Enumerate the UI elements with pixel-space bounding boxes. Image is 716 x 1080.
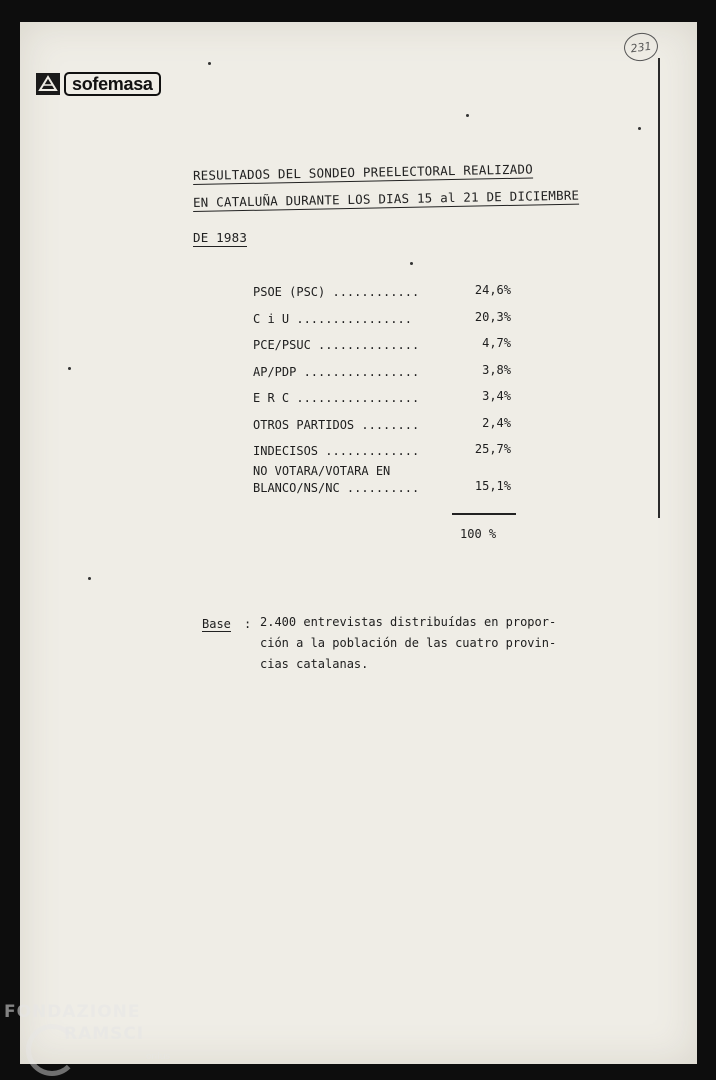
party-label: PSOE (PSC) ............: [253, 285, 420, 299]
result-row: [253, 285, 523, 312]
party-percentage: 20,3%: [474, 309, 511, 324]
party-percentage: 25,7%: [474, 442, 511, 456]
title-line-3: DE 1983: [193, 230, 248, 245]
party-label: E R C .................: [253, 391, 420, 405]
logo-mark-icon: [36, 73, 60, 95]
paper-speck: [466, 114, 469, 117]
paper-speck: [208, 62, 211, 65]
party-label: PCE/PSUC ..............: [253, 338, 420, 352]
title-line-2: EN CATALUÑA DURANTE LOS DIAS 15 al 21 DE DICIEMBRE: [192, 187, 580, 210]
party-percentage: 4,7%: [482, 336, 511, 350]
paper-speck: [410, 262, 413, 265]
company-logo: [36, 72, 161, 96]
title-line-1: RESULTADOS DEL SONDEO PREELECTORAL REALIZADO: [192, 161, 533, 183]
result-row: [253, 362, 523, 392]
result-row: [253, 463, 523, 515]
result-row: [253, 338, 523, 365]
results-table: [253, 285, 523, 515]
party-percentage: 3,4%: [482, 389, 511, 403]
archive-watermark: [4, 1002, 144, 1044]
paper-speck: [638, 127, 641, 130]
total-divider: [452, 513, 516, 515]
party-percentage: 2,4%: [482, 415, 511, 430]
watermark-line-1: FONDAZIONE: [4, 1002, 141, 1022]
watermark-sub: onlus: [146, 1052, 171, 1062]
party-label-line-1: NO VOTARA/VOTARA EN: [253, 463, 391, 478]
paper-speck: [68, 367, 71, 370]
total-value: 100 %: [460, 527, 497, 541]
paper-speck: [88, 577, 91, 580]
base-line-1: 2.400 entrevistas distribuídas en propor-: [260, 615, 557, 629]
base-description: [260, 612, 556, 675]
result-row: [253, 391, 523, 418]
party-percentage: 24,6%: [474, 283, 511, 297]
base-label: Base: [202, 617, 231, 631]
party-label: AP/PDP ................: [253, 364, 420, 379]
party-percentage: 15,1%: [474, 478, 511, 493]
margin-rule: [658, 58, 660, 518]
base-line-2: ción a la población de las cuatro provin-: [260, 636, 557, 650]
party-label-line-2: BLANCO/NS/NC ..........: [253, 480, 420, 495]
party-label: INDECISOS .............: [253, 444, 420, 458]
base-line-3: cias catalanas.: [260, 657, 369, 671]
logo-text: sofemasa: [64, 72, 161, 96]
party-label: OTROS PARTIDOS ........: [253, 417, 420, 432]
party-label: C i U ................: [253, 311, 412, 326]
party-label: [253, 463, 419, 497]
result-row: [253, 309, 523, 339]
party-percentage: 3,8%: [482, 362, 511, 377]
result-row: [253, 415, 523, 445]
base-colon: :: [244, 617, 252, 631]
watermark-line-2: RAMSCI: [64, 1024, 145, 1044]
page-number-stamp: 231: [622, 31, 660, 63]
